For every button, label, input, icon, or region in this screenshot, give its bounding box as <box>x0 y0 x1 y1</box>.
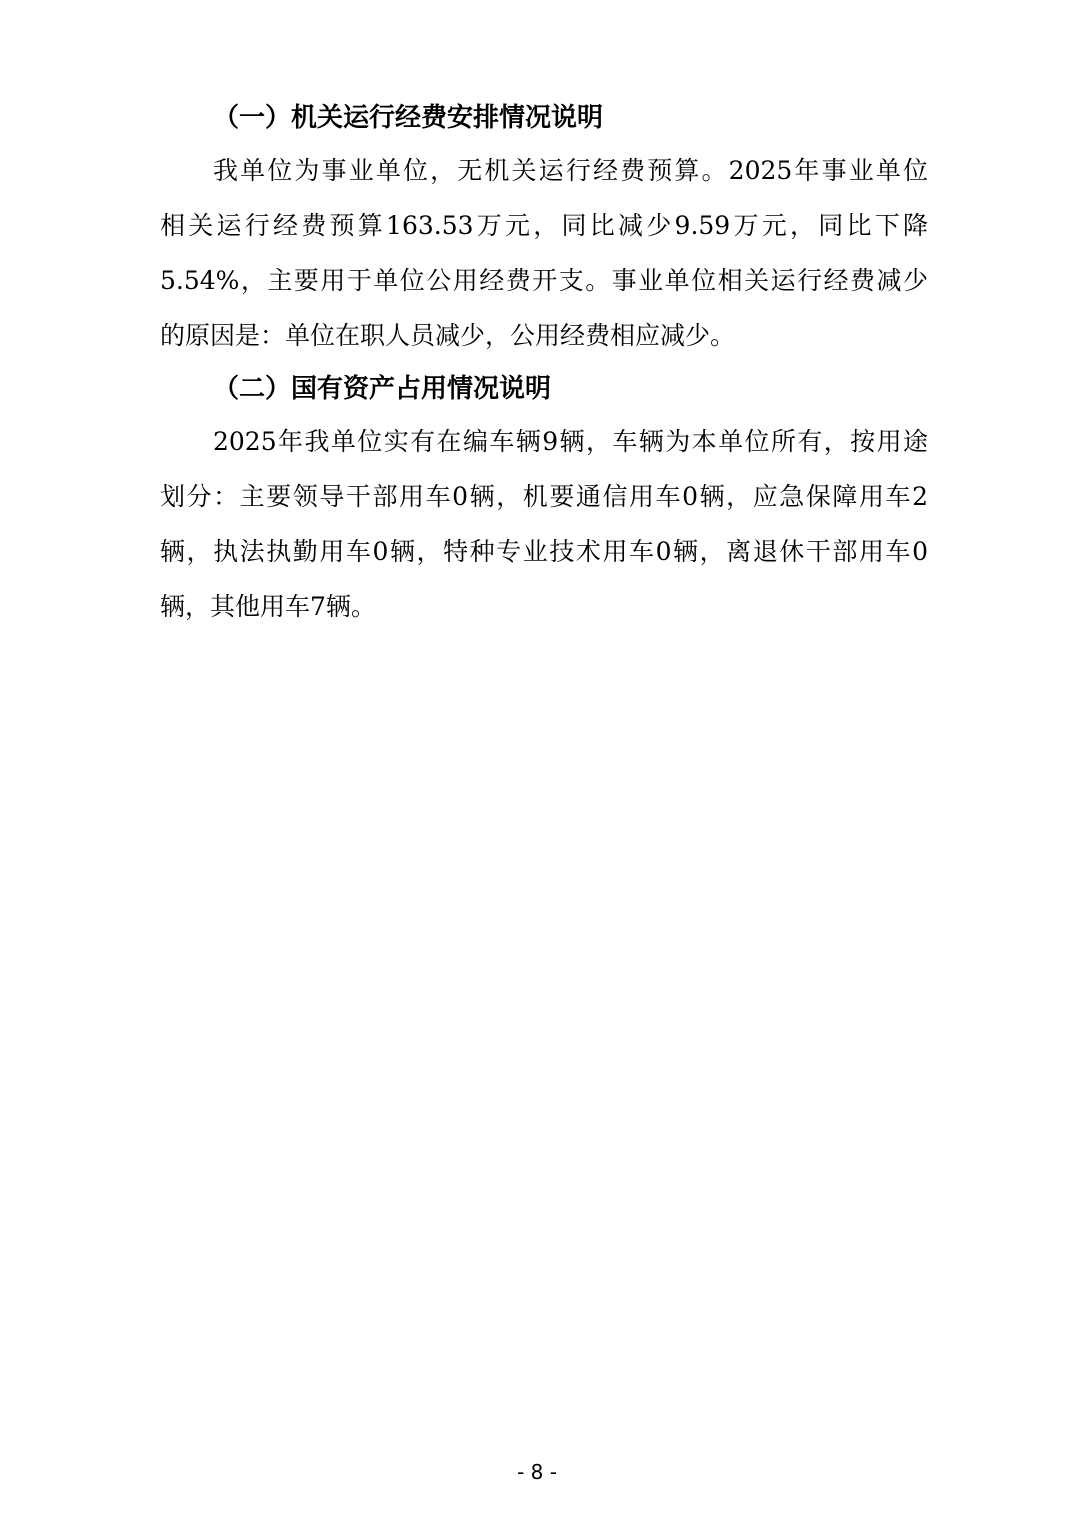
section-heading-1: （一）机关运行经费安排情况说明 <box>213 103 604 133</box>
paragraph-line: 的原因是：单位在职人员减少，公用经费相应减少。 <box>160 321 736 350</box>
paragraph-line: 划分：主要领导干部用车0辆，机要通信用车0辆，应急保障用车2 <box>160 482 928 511</box>
paragraph-line: 相关运行经费预算163.53万元，同比减少9.59万元，同比下降 <box>160 211 928 240</box>
paragraph-line: 我单位为事业单位，无机关运行经费预算。2025年事业单位 <box>213 156 928 185</box>
paragraph-line: 2025年我单位实有在编车辆9辆，车辆为本单位所有，按用途 <box>213 427 928 456</box>
paragraph-line: 5.54%，主要用于单位公用经费开支。事业单位相关运行经费减少 <box>160 266 928 295</box>
page-number: - 8 - <box>517 1460 557 1484</box>
paragraph-line: 辆，执法执勤用车0辆，特种专业技术用车0辆，离退休干部用车0 <box>160 537 928 566</box>
section-heading-2: （二）国有资产占用情况说明 <box>213 374 552 404</box>
paragraph-line: 辆，其他用车7辆。 <box>160 592 376 621</box>
